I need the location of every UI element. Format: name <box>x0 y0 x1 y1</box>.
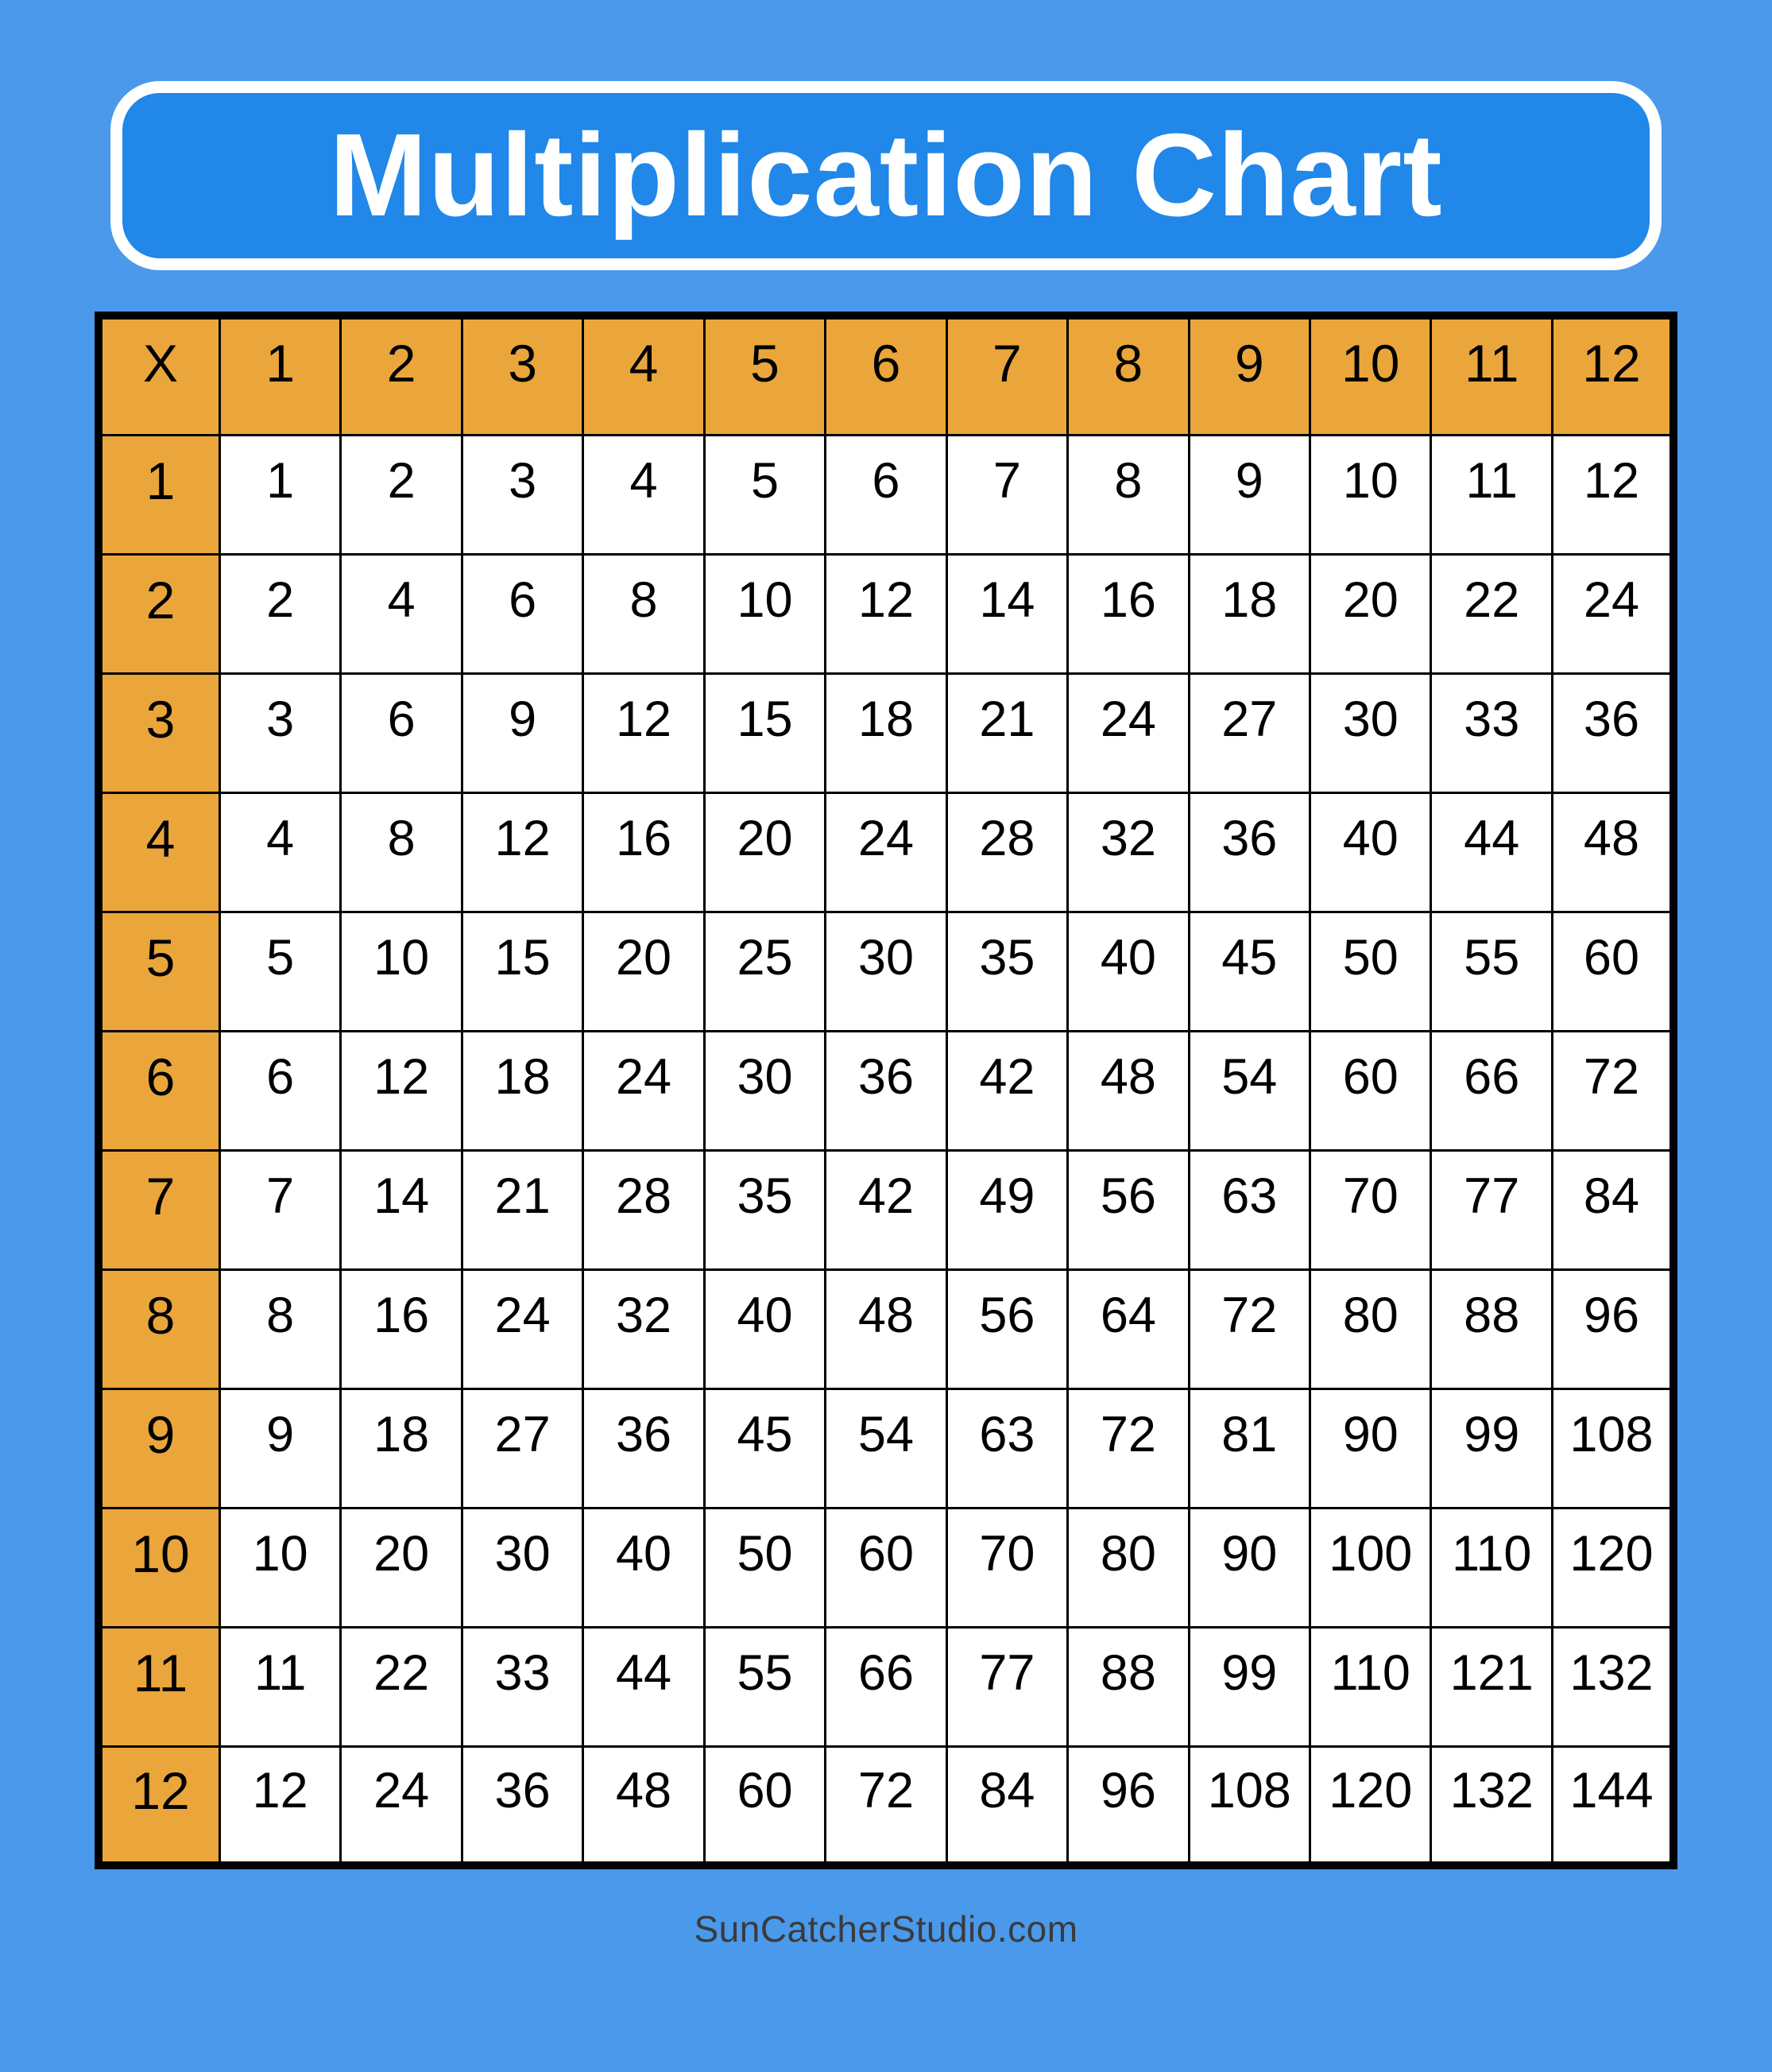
product-cell: 48 <box>1068 1031 1189 1150</box>
table-row <box>99 1508 1673 1627</box>
product-cell: 50 <box>704 1508 825 1627</box>
product-cell: 50 <box>1310 912 1431 1031</box>
product-cell: 24 <box>1552 554 1673 673</box>
product-cell: 16 <box>583 792 704 912</box>
row-header-cell: 4 <box>99 792 219 912</box>
table-row <box>99 1746 1673 1865</box>
product-cell: 132 <box>1431 1746 1552 1865</box>
row-header-cell: 5 <box>99 912 219 1031</box>
product-cell: 7 <box>219 1150 340 1269</box>
table-header-row <box>99 316 1673 435</box>
product-cell: 36 <box>462 1746 582 1865</box>
product-cell: 1 <box>219 435 340 554</box>
row-header-cell: 3 <box>99 673 219 792</box>
product-cell: 18 <box>462 1031 582 1150</box>
column-header-cell: 1 <box>219 316 340 435</box>
product-cell: 60 <box>1552 912 1673 1031</box>
page-title: Multiplication Chart <box>329 110 1443 241</box>
column-header-cell: 6 <box>826 316 946 435</box>
row-header-cell: 2 <box>99 554 219 673</box>
product-cell: 6 <box>341 673 462 792</box>
product-cell: 90 <box>1310 1388 1431 1508</box>
product-cell: 60 <box>1310 1031 1431 1150</box>
multiplication-table-body <box>99 316 1673 1865</box>
product-cell: 77 <box>946 1627 1067 1746</box>
product-cell: 20 <box>583 912 704 1031</box>
product-cell: 48 <box>1552 792 1673 912</box>
product-cell: 44 <box>1431 792 1552 912</box>
table-row <box>99 1150 1673 1269</box>
row-header-cell: 6 <box>99 1031 219 1150</box>
product-cell: 55 <box>1431 912 1552 1031</box>
row-header-cell: 8 <box>99 1269 219 1388</box>
column-header-cell: 4 <box>583 316 704 435</box>
product-cell: 10 <box>704 554 825 673</box>
product-cell: 120 <box>1310 1746 1431 1865</box>
product-cell: 11 <box>219 1627 340 1746</box>
product-cell: 99 <box>1189 1627 1310 1746</box>
product-cell: 14 <box>946 554 1067 673</box>
footer-credit: SunCatcherStudio.com <box>694 1908 1078 1950</box>
product-cell: 48 <box>826 1269 946 1388</box>
product-cell: 24 <box>583 1031 704 1150</box>
row-header-cell: 9 <box>99 1388 219 1508</box>
product-cell: 40 <box>704 1269 825 1388</box>
product-cell: 12 <box>583 673 704 792</box>
product-cell: 18 <box>341 1388 462 1508</box>
product-cell: 6 <box>219 1031 340 1150</box>
product-cell: 132 <box>1552 1627 1673 1746</box>
table-row <box>99 1627 1673 1746</box>
product-cell: 14 <box>341 1150 462 1269</box>
product-cell: 84 <box>1552 1150 1673 1269</box>
product-cell: 56 <box>946 1269 1067 1388</box>
product-cell: 12 <box>1552 435 1673 554</box>
product-cell: 12 <box>462 792 582 912</box>
product-cell: 2 <box>219 554 340 673</box>
table-row <box>99 792 1673 912</box>
product-cell: 7 <box>946 435 1067 554</box>
product-cell: 8 <box>583 554 704 673</box>
product-cell: 36 <box>1189 792 1310 912</box>
product-cell: 24 <box>341 1746 462 1865</box>
product-cell: 81 <box>1189 1388 1310 1508</box>
product-cell: 72 <box>1552 1031 1673 1150</box>
product-cell: 40 <box>1310 792 1431 912</box>
product-cell: 80 <box>1068 1508 1189 1627</box>
column-header-cell: 9 <box>1189 316 1310 435</box>
product-cell: 5 <box>219 912 340 1031</box>
product-cell: 5 <box>704 435 825 554</box>
column-header-cell: 2 <box>341 316 462 435</box>
row-header-cell: 11 <box>99 1627 219 1746</box>
row-header-cell: 1 <box>99 435 219 554</box>
product-cell: 36 <box>583 1388 704 1508</box>
product-cell: 20 <box>1310 554 1431 673</box>
product-cell: 9 <box>219 1388 340 1508</box>
product-cell: 121 <box>1431 1627 1552 1746</box>
product-cell: 48 <box>583 1746 704 1865</box>
product-cell: 2 <box>341 435 462 554</box>
product-cell: 15 <box>704 673 825 792</box>
product-cell: 88 <box>1068 1627 1189 1746</box>
product-cell: 20 <box>704 792 825 912</box>
product-cell: 10 <box>341 912 462 1031</box>
row-header-cell: 10 <box>99 1508 219 1627</box>
product-cell: 6 <box>826 435 946 554</box>
product-cell: 66 <box>826 1627 946 1746</box>
product-cell: 120 <box>1552 1508 1673 1627</box>
product-cell: 30 <box>462 1508 582 1627</box>
product-cell: 54 <box>1189 1031 1310 1150</box>
product-cell: 28 <box>583 1150 704 1269</box>
product-cell: 84 <box>946 1746 1067 1865</box>
column-header-cell: 12 <box>1552 316 1673 435</box>
product-cell: 21 <box>462 1150 582 1269</box>
product-cell: 24 <box>826 792 946 912</box>
product-cell: 100 <box>1310 1508 1431 1627</box>
product-cell: 30 <box>826 912 946 1031</box>
product-cell: 10 <box>1310 435 1431 554</box>
column-header-cell: 8 <box>1068 316 1189 435</box>
product-cell: 30 <box>1310 673 1431 792</box>
product-cell: 16 <box>341 1269 462 1388</box>
product-cell: 35 <box>704 1150 825 1269</box>
product-cell: 99 <box>1431 1388 1552 1508</box>
product-cell: 36 <box>1552 673 1673 792</box>
product-cell: 55 <box>704 1627 825 1746</box>
product-cell: 60 <box>826 1508 946 1627</box>
product-cell: 9 <box>462 673 582 792</box>
product-cell: 45 <box>1189 912 1310 1031</box>
product-cell: 18 <box>1189 554 1310 673</box>
product-cell: 77 <box>1431 1150 1552 1269</box>
product-cell: 96 <box>1552 1269 1673 1388</box>
row-header-cell: 12 <box>99 1746 219 1865</box>
product-cell: 11 <box>1431 435 1552 554</box>
product-cell: 27 <box>462 1388 582 1508</box>
product-cell: 30 <box>704 1031 825 1150</box>
column-header-cell: 11 <box>1431 316 1552 435</box>
product-cell: 72 <box>1189 1269 1310 1388</box>
product-cell: 27 <box>1189 673 1310 792</box>
product-cell: 18 <box>826 673 946 792</box>
product-cell: 144 <box>1552 1746 1673 1865</box>
product-cell: 36 <box>826 1031 946 1150</box>
product-cell: 4 <box>219 792 340 912</box>
product-cell: 33 <box>462 1627 582 1746</box>
product-cell: 70 <box>946 1508 1067 1627</box>
corner-cell: X <box>99 316 219 435</box>
product-cell: 3 <box>462 435 582 554</box>
table-row <box>99 1388 1673 1508</box>
product-cell: 15 <box>462 912 582 1031</box>
product-cell: 24 <box>462 1269 582 1388</box>
product-cell: 8 <box>341 792 462 912</box>
table-row <box>99 1031 1673 1150</box>
product-cell: 16 <box>1068 554 1189 673</box>
product-cell: 88 <box>1431 1269 1552 1388</box>
product-cell: 72 <box>826 1746 946 1865</box>
column-header-cell: 10 <box>1310 316 1431 435</box>
product-cell: 3 <box>219 673 340 792</box>
product-cell: 25 <box>704 912 825 1031</box>
product-cell: 32 <box>583 1269 704 1388</box>
product-cell: 45 <box>704 1388 825 1508</box>
product-cell: 108 <box>1552 1388 1673 1508</box>
product-cell: 42 <box>826 1150 946 1269</box>
product-cell: 21 <box>946 673 1067 792</box>
product-cell: 40 <box>1068 912 1189 1031</box>
product-cell: 54 <box>826 1388 946 1508</box>
product-cell: 4 <box>341 554 462 673</box>
multiplication-table <box>95 312 1677 1869</box>
table-row <box>99 912 1673 1031</box>
product-cell: 108 <box>1189 1746 1310 1865</box>
product-cell: 24 <box>1068 673 1189 792</box>
product-cell: 28 <box>946 792 1067 912</box>
product-cell: 12 <box>341 1031 462 1150</box>
product-cell: 35 <box>946 912 1067 1031</box>
product-cell: 49 <box>946 1150 1067 1269</box>
product-cell: 8 <box>219 1269 340 1388</box>
table-row <box>99 554 1673 673</box>
product-cell: 63 <box>1189 1150 1310 1269</box>
column-header-cell: 7 <box>946 316 1067 435</box>
table-row <box>99 435 1673 554</box>
product-cell: 12 <box>219 1746 340 1865</box>
product-cell: 32 <box>1068 792 1189 912</box>
product-cell: 10 <box>219 1508 340 1627</box>
product-cell: 110 <box>1310 1627 1431 1746</box>
product-cell: 4 <box>583 435 704 554</box>
product-cell: 22 <box>1431 554 1552 673</box>
product-cell: 40 <box>583 1508 704 1627</box>
product-cell: 44 <box>583 1627 704 1746</box>
product-cell: 66 <box>1431 1031 1552 1150</box>
product-cell: 96 <box>1068 1746 1189 1865</box>
product-cell: 33 <box>1431 673 1552 792</box>
product-cell: 64 <box>1068 1269 1189 1388</box>
product-cell: 8 <box>1068 435 1189 554</box>
table-row <box>99 673 1673 792</box>
title-banner <box>110 81 1662 270</box>
product-cell: 6 <box>462 554 582 673</box>
product-cell: 9 <box>1189 435 1310 554</box>
product-cell: 12 <box>826 554 946 673</box>
product-cell: 20 <box>341 1508 462 1627</box>
product-cell: 110 <box>1431 1508 1552 1627</box>
product-cell: 80 <box>1310 1269 1431 1388</box>
product-cell: 42 <box>946 1031 1067 1150</box>
column-header-cell: 5 <box>704 316 825 435</box>
product-cell: 70 <box>1310 1150 1431 1269</box>
column-header-cell: 3 <box>462 316 582 435</box>
product-cell: 22 <box>341 1627 462 1746</box>
table-row <box>99 1269 1673 1388</box>
product-cell: 72 <box>1068 1388 1189 1508</box>
product-cell: 90 <box>1189 1508 1310 1627</box>
product-cell: 56 <box>1068 1150 1189 1269</box>
product-cell: 60 <box>704 1746 825 1865</box>
row-header-cell: 7 <box>99 1150 219 1269</box>
product-cell: 63 <box>946 1388 1067 1508</box>
